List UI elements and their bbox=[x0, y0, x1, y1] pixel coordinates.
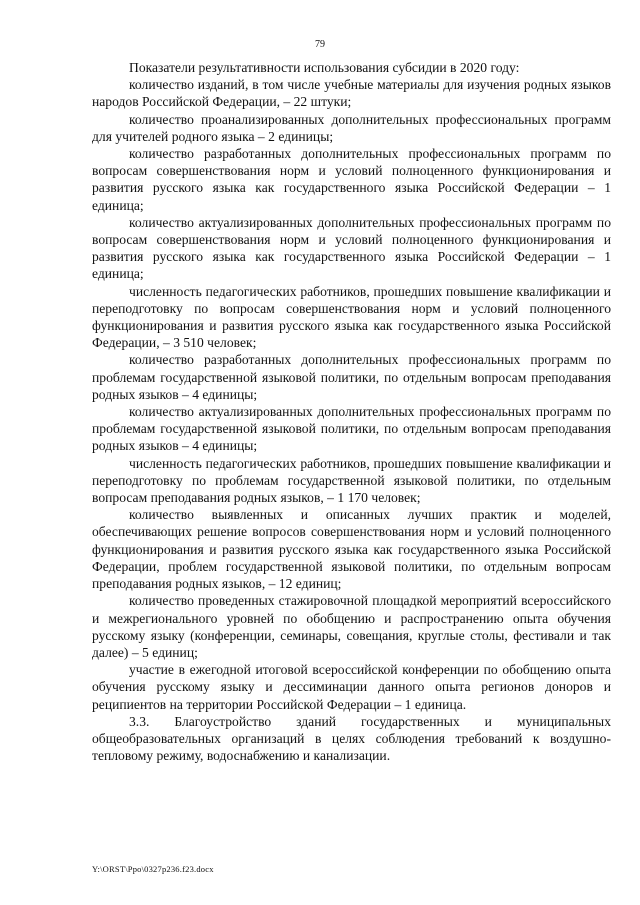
paragraph: количество актуализированных дополнительных профессиональных программ по вопросам совершенствования норм и условий полноценного функционирования и развития русского языка как государственного языка Российской Федерации – 1 единица; bbox=[92, 214, 611, 282]
paragraph: количество разработанных дополнительных профессиональных программ по вопросам совершенствования норм и условий полноценного функционирования и развития русского языка как государственного языка Российской Федерации – 1 единица; bbox=[92, 146, 611, 213]
section-paragraph: 3.3. Благоустройство зданий государственных и муниципальных общеобразовательных организаций в целях соблюдения требований к воздушно-тепловому режиму, водоснабжению и канализации. bbox=[92, 713, 611, 764]
paragraph: количество актуализированных дополнительных профессиональных программ по проблемам государственной языковой политики, по отдельным вопросам преподавания родных языков – 4 единицы; bbox=[92, 404, 611, 454]
paragraph: численность педагогических работников, прошедших повышение квалификации и переподготовку по вопросам совершенствования норм и условий полноценного функционирования и развития русского языка как государственного языка Российской Федерации, – 3 510 человек; bbox=[92, 283, 611, 351]
paragraph: количество проанализированных дополнительных профессиональных программ для учителей родного языка – 2 единицы; bbox=[92, 111, 611, 144]
paragraph-heading: Показатели результативности использования субсидии в 2020 году: bbox=[129, 60, 520, 75]
paragraph: количество проведенных стажировочной площадкой мероприятий всероссийского и межрегионального уровней по обобщению и распространению опыта обучения русскому языку (конференции, семинары, совещания, круглые столы, фестивали и так далее) – 5 единиц; bbox=[92, 593, 611, 660]
page-number: 79 bbox=[315, 39, 325, 50]
paragraph: количество выявленных и описанных лучших практик и моделей, обеспечивающих решение вопросов совершенствования норм и условий полноценного функционирования и развития русского языка как государственного языка Российской Федерации, проблем государственной языковой политики, по отдельным вопросам преподавания родных языков, – 12 единиц; bbox=[92, 507, 611, 592]
file-path-footer: Y:\ORST\Ppo\0327p236.f23.docx bbox=[92, 864, 214, 874]
paragraph: количество разработанных дополнительных профессиональных программ по проблемам государственной языковой политики, по отдельным вопросам преподавания родных языков – 4 единицы; bbox=[92, 352, 611, 402]
paragraph: численность педагогических работников, прошедших повышение квалификации и переподготовку по проблемам государственной языковой политики, по отдельным вопросам преподавания родных языков, – 1 170 человек; bbox=[92, 455, 611, 506]
document-body bbox=[92, 59, 611, 764]
paragraph: количество изданий, в том числе учебные материалы для изучения родных языков народов Российской Федерации, – 22 штуки; bbox=[92, 77, 611, 110]
paragraph: участие в ежегодной итоговой всероссийской конференции по обобщению опыта обучения русскому языку и дессиминации данного опыта регионов доноров и реципиентов на территории Российской Федерации – 1 единица. bbox=[92, 662, 611, 712]
